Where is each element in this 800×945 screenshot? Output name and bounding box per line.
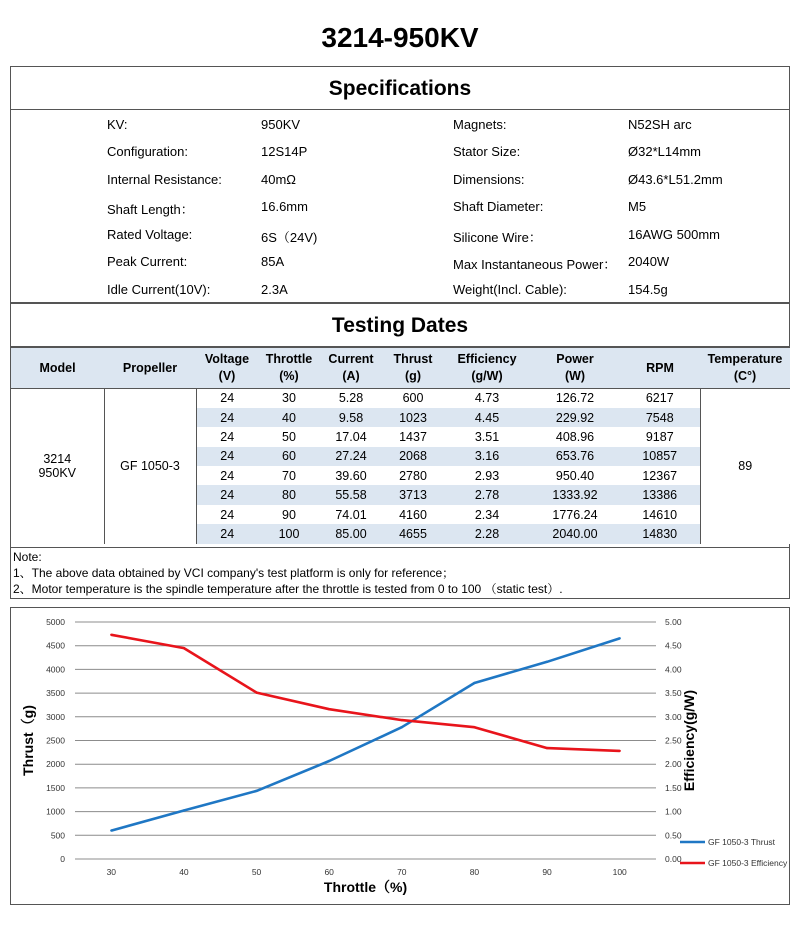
- column-header: Voltage (V): [196, 348, 258, 389]
- y2-tick-label: 0.50: [665, 830, 682, 841]
- spec-label: Configuration:: [107, 144, 188, 159]
- table-cell: 90: [282, 507, 296, 522]
- table-cell: 24: [196, 485, 258, 504]
- table-cell: 74.01: [335, 507, 367, 522]
- y2-tick-label: 2.00: [665, 759, 682, 770]
- table-cell: 24: [220, 429, 235, 444]
- data-point: [328, 708, 330, 710]
- table-cell: 4.45: [444, 408, 530, 427]
- data-point: [473, 682, 475, 684]
- y-axis-label: Thrust（g): [20, 705, 36, 776]
- data-point: [255, 691, 257, 693]
- table-cell: 2.28: [444, 524, 530, 543]
- x-tick-label: 40: [179, 867, 189, 877]
- note-line: 1、The above data obtained by VCI company's test platform is only for reference；: [13, 566, 455, 580]
- table-cell: 27.24: [320, 447, 382, 466]
- table-cell: 9.58: [320, 408, 382, 427]
- column-header: Propeller: [104, 348, 196, 389]
- y-tick-label: 0: [60, 854, 65, 864]
- column-header: Thrust (g): [382, 348, 444, 389]
- table-cell: 7548: [620, 408, 700, 427]
- y2-tick-label: 3.00: [665, 711, 682, 722]
- y-tick-label: 4000: [46, 664, 65, 675]
- legend-label: GF 1050-3 Thrust: [708, 837, 775, 847]
- data-point: [618, 637, 620, 639]
- y2-tick-label: 4.00: [665, 664, 682, 675]
- table-cell: 2.93: [474, 468, 500, 483]
- table-cell: 653.76: [530, 447, 620, 466]
- spec-value: 154.5g: [628, 282, 668, 297]
- table-cell: 24: [196, 524, 258, 543]
- spec-label: Internal Resistance:: [107, 172, 222, 187]
- y-tick-label: 1500: [46, 782, 65, 793]
- table-cell: 1776.24: [552, 507, 598, 522]
- spec-value: 6S（24V): [261, 230, 318, 245]
- specifications-heading: Specifications: [11, 67, 789, 110]
- testing-section: [10, 303, 790, 548]
- table-cell: 950.40: [555, 468, 595, 483]
- spec-value: 85A: [261, 254, 285, 269]
- column-header: RPM: [620, 348, 700, 389]
- column-header: Power (W): [530, 348, 620, 389]
- spec-value: M5: [628, 199, 647, 214]
- x-axis-label: Throttle（%): [323, 879, 408, 895]
- y-tick-label: 1000: [46, 806, 65, 817]
- table-cell: 2040.00: [530, 524, 620, 543]
- legend-label: GF 1050-3 Efficiency: [708, 858, 788, 868]
- spec-label: Shaft Diameter:: [453, 199, 544, 214]
- specifications-grid: [11, 110, 789, 303]
- table-cell: 1437: [399, 429, 427, 444]
- table-cell: 2.78: [444, 485, 530, 504]
- spec-value: 16.6mm: [261, 199, 308, 214]
- y2-tick-label: 3.50: [665, 688, 682, 699]
- y-tick-label: 2500: [46, 735, 65, 746]
- note-line: 2、Motor temperature is the spindle temperature after the throttle is tested from 0 to 100 （static test）.: [13, 582, 563, 596]
- spec-value: 40mΩ: [261, 172, 297, 187]
- y2-tick-label: 4.50: [665, 640, 682, 651]
- table-cell: 4655: [382, 524, 444, 543]
- x-tick-label: 50: [251, 867, 262, 877]
- spec-label: Max Instantaneous Power：: [453, 257, 617, 272]
- column-header: Throttle (%): [258, 348, 320, 389]
- data-point: [401, 726, 403, 728]
- table-cell: 126.72: [555, 391, 595, 406]
- table-cell: 5.28: [338, 391, 364, 406]
- spec-label: Dimensions:: [453, 172, 525, 187]
- y2-axis-label: Efficiency(g/W): [681, 689, 697, 792]
- chart-section: [10, 607, 790, 905]
- spec-label: Stator Size:: [453, 144, 521, 159]
- specifications-section: [10, 66, 790, 303]
- table-cell: 14610: [642, 507, 678, 522]
- spec-value: Ø32*L14mm: [628, 144, 701, 159]
- data-point: [401, 719, 403, 721]
- y2-tick-label: 1.00: [665, 806, 682, 817]
- testing-table: [11, 347, 790, 544]
- table-cell: 17.04: [335, 429, 367, 444]
- spec-value: 950KV: [261, 117, 301, 132]
- x-tick-label: 70: [397, 867, 407, 877]
- spec-label: Idle Current(10V):: [107, 282, 211, 297]
- y2-tick-label: 0.00: [665, 854, 682, 864]
- spec-label: Peak Current:: [107, 254, 188, 269]
- table-cell: 14830: [620, 524, 700, 543]
- thrust-efficiency-chart: [11, 608, 789, 904]
- data-point: [110, 829, 112, 831]
- data-point: [183, 809, 185, 811]
- y-tick-label: 500: [50, 830, 65, 841]
- data-point: [546, 661, 548, 663]
- table-cell: 40: [258, 408, 320, 427]
- column-header: Efficiency (g/W): [444, 348, 530, 389]
- table-cell: 3.16: [444, 447, 530, 466]
- y-tick-label: 2000: [46, 759, 65, 770]
- data-point: [255, 790, 257, 792]
- table-cell: 100: [258, 524, 320, 543]
- y2-tick-label: 5.00: [665, 617, 682, 627]
- spec-label: Rated Voltage:: [107, 227, 193, 242]
- table-row: [11, 389, 790, 408]
- table-cell: 4160: [399, 507, 427, 522]
- spec-label: KV:: [107, 117, 128, 132]
- table-cell: 1333.92: [530, 485, 620, 504]
- table-cell: 600: [402, 391, 424, 406]
- page-title: 3214-950KV: [321, 22, 479, 53]
- table-cell: 2068: [382, 447, 444, 466]
- table-cell: 3713: [382, 485, 444, 504]
- table-cell: 80: [258, 485, 320, 504]
- data-point: [328, 760, 330, 762]
- data-point: [618, 750, 620, 752]
- y2-tick-label: 1.50: [665, 782, 682, 793]
- data-point: [110, 634, 112, 636]
- table-cell: 1023: [382, 408, 444, 427]
- table-cell: 55.58: [320, 485, 382, 504]
- table-cell: 2.34: [474, 507, 500, 522]
- spec-value: Ø43.6*L51.2mm: [628, 172, 723, 187]
- table-cell: 9187: [645, 429, 674, 444]
- x-tick-label: 30: [106, 867, 117, 877]
- y-tick-label: 3500: [46, 688, 65, 699]
- spec-value: 2040W: [628, 254, 670, 269]
- spec-value: 12S14P: [261, 144, 308, 159]
- x-tick-label: 100: [612, 867, 627, 877]
- spec-value: 16AWG 500mm: [628, 227, 720, 242]
- table-cell: 10857: [620, 447, 700, 466]
- table-cell: 24: [196, 447, 258, 466]
- table-cell: 4.73: [474, 391, 500, 406]
- table-cell: 2780: [399, 468, 427, 483]
- table-cell: 60: [258, 447, 320, 466]
- y2-tick-label: 2.50: [665, 735, 682, 746]
- data-point: [473, 726, 475, 728]
- series-line-thrust: [111, 638, 619, 830]
- y-tick-label: 5000: [46, 617, 65, 627]
- x-tick-label: 90: [542, 867, 552, 877]
- y-tick-label: 4500: [46, 640, 65, 651]
- table-cell: 12367: [642, 468, 678, 483]
- column-header: Model: [11, 348, 104, 389]
- table-cell: 70: [282, 468, 296, 483]
- data-point: [546, 747, 548, 749]
- temperature-cell: 89: [700, 389, 790, 544]
- x-tick-label: 80: [469, 867, 480, 877]
- table-cell: 24: [220, 468, 235, 483]
- column-header: Temperature (C°): [700, 348, 790, 389]
- table-cell: 24: [196, 408, 258, 427]
- spec-value: N52SH arc: [628, 117, 692, 132]
- testing-heading: Testing Dates: [11, 304, 789, 347]
- propeller-cell: GF 1050-3: [104, 389, 196, 544]
- notes-section: [10, 547, 790, 599]
- y-tick-label: 3000: [46, 711, 65, 722]
- data-point: [183, 647, 185, 649]
- table-cell: 24: [220, 507, 235, 522]
- table-cell: 50: [282, 429, 296, 444]
- spec-label: Silicone Wire：: [453, 230, 542, 245]
- table-cell: 6217: [645, 391, 674, 406]
- note-line: Note:: [13, 550, 42, 564]
- testing-header-row: [11, 348, 790, 389]
- x-tick-label: 60: [324, 867, 334, 877]
- column-header: Current (A): [320, 348, 382, 389]
- table-cell: 39.60: [335, 468, 367, 483]
- table-cell: 24: [220, 391, 235, 406]
- model-cell: 3214 950KV: [11, 389, 104, 544]
- table-cell: 13386: [620, 485, 700, 504]
- table-cell: 85.00: [320, 524, 382, 543]
- spec-label: Weight(Incl. Cable):: [453, 282, 567, 297]
- table-cell: 408.96: [555, 429, 595, 444]
- table-cell: 3.51: [474, 429, 500, 444]
- spec-label: Shaft Length：: [107, 202, 194, 217]
- table-cell: 229.92: [530, 408, 620, 427]
- table-cell: 30: [282, 391, 296, 406]
- spec-label: Magnets:: [453, 117, 507, 132]
- spec-value: 2.3A: [261, 282, 288, 297]
